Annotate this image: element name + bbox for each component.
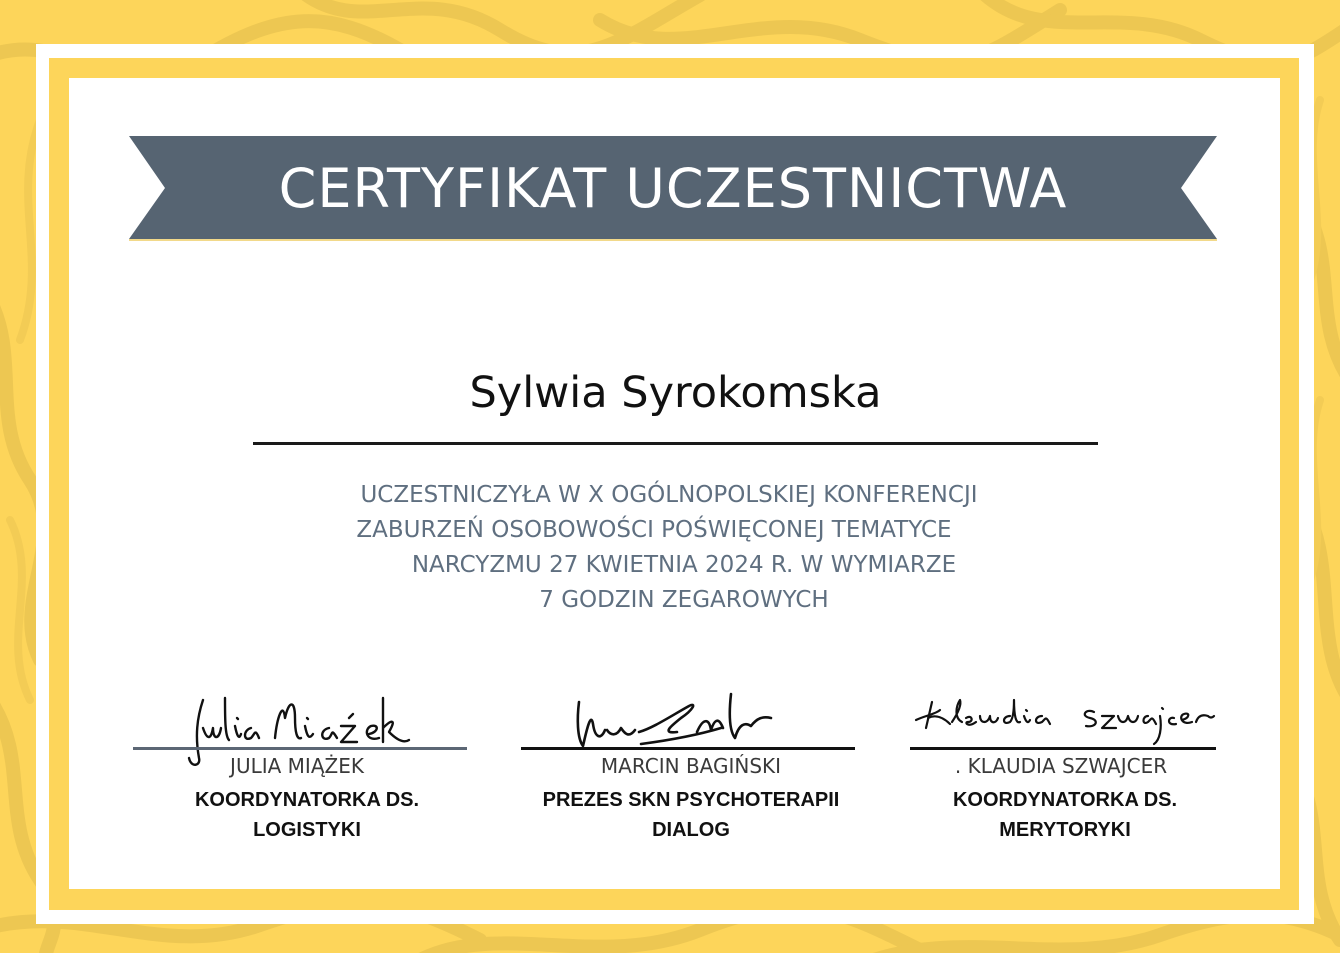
signature-block-right: [910, 688, 1220, 848]
role-line: KOORDYNATORKA DS.: [952, 789, 1178, 811]
signature-line: [133, 747, 467, 750]
signatory-role: [137, 785, 477, 845]
role-line: LOGISTYKI: [253, 819, 361, 841]
body-line: ZABURZEŃ OSOBOWOŚCI POŚWIĘCONEJ TEMATYCE: [356, 517, 952, 543]
signatory-role: [521, 785, 861, 845]
signature-block-center: [521, 688, 861, 848]
signatory-role: [910, 785, 1220, 845]
recipient-name: Sylwia Syrokomska: [469, 368, 882, 418]
body-line: UCZESTNICZYŁA W X OGÓLNOPOLSKIEJ KONFERENCJI: [360, 482, 978, 508]
body-line: 7 GODZIN ZEGAROWYCH: [539, 587, 829, 613]
signatory-name: MARCIN BAGIŃSKI: [600, 754, 782, 778]
name-underline: [253, 442, 1098, 445]
role-line: DIALOG: [652, 819, 730, 841]
certificate-body: [300, 478, 1068, 618]
role-line: KOORDYNATORKA DS.: [194, 789, 420, 811]
role-line: PREZES SKN PSYCHOTERAPII: [542, 789, 840, 811]
signatory-name: JULIA MIĄŻEK: [230, 754, 364, 778]
role-line: MERYTORYKI: [999, 819, 1131, 841]
body-line: NARCYZMU 27 KWIETNIA 2024 R. W WYMIARZE: [411, 552, 957, 578]
signature-line: [521, 747, 855, 750]
signature-line: [910, 747, 1216, 750]
signature-block-left: [133, 688, 473, 848]
certificate-title: CERTYFIKAT UCZESTNICTWA: [278, 156, 1068, 220]
signatory-name: . KLAUDIA SZWAJCER: [954, 754, 1168, 778]
